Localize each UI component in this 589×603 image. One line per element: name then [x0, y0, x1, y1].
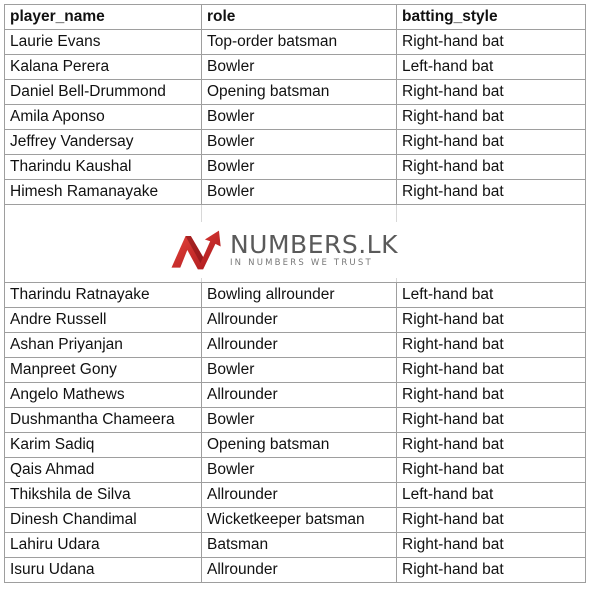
cell-role[interactable]: Bowler	[202, 358, 397, 383]
cell-player-name[interactable]: Tharindu Kaushal	[5, 155, 202, 180]
cell-player-name[interactable]: Jeffrey Vandersay	[5, 130, 202, 155]
cell-batting-style[interactable]: Right-hand bat	[397, 408, 586, 433]
empty-cell[interactable]	[397, 257, 586, 283]
empty-cell[interactable]	[397, 231, 586, 257]
cell-role[interactable]: Opening batsman	[202, 433, 397, 458]
cell-player-name[interactable]: Karim Sadiq	[5, 433, 202, 458]
cell-batting-style[interactable]: Right-hand bat	[397, 533, 586, 558]
cell-player-name[interactable]: Isuru Udana	[5, 558, 202, 583]
header-cell-batting-style[interactable]: batting_style	[397, 5, 586, 30]
cell-player-name[interactable]: Ashan Priyanjan	[5, 333, 202, 358]
cell-role[interactable]: Bowler	[202, 458, 397, 483]
table-row	[5, 408, 586, 433]
cell-batting-style[interactable]: Right-hand bat	[397, 30, 586, 55]
cell-player-name[interactable]: Thikshila de Silva	[5, 483, 202, 508]
table-row	[5, 358, 586, 383]
cell-batting-style[interactable]: Right-hand bat	[397, 130, 586, 155]
table-row	[5, 30, 586, 55]
cell-role[interactable]: Bowler	[202, 408, 397, 433]
cell-batting-style[interactable]: Right-hand bat	[397, 180, 586, 205]
cell-player-name[interactable]: Daniel Bell-Drummond	[5, 80, 202, 105]
cell-player-name[interactable]: Lahiru Udara	[5, 533, 202, 558]
table-row	[5, 558, 586, 583]
numbers-lk-logo-icon	[168, 222, 226, 278]
table-row	[5, 130, 586, 155]
cell-player-name[interactable]: Angelo Mathews	[5, 383, 202, 408]
cell-batting-style[interactable]: Right-hand bat	[397, 558, 586, 583]
cell-batting-style[interactable]: Left-hand bat	[397, 55, 586, 80]
players-table	[4, 4, 586, 583]
cell-player-name[interactable]: Himesh Ramanayake	[5, 180, 202, 205]
table-row	[5, 105, 586, 130]
cell-role[interactable]: Bowler	[202, 105, 397, 130]
cell-batting-style[interactable]: Right-hand bat	[397, 105, 586, 130]
cell-role[interactable]: Wicketkeeper batsman	[202, 508, 397, 533]
cell-player-name[interactable]: Kalana Perera	[5, 55, 202, 80]
cell-player-name[interactable]: Dushmantha Chameera	[5, 408, 202, 433]
table-row	[5, 308, 586, 333]
cell-role[interactable]: Allrounder	[202, 558, 397, 583]
table-row	[5, 333, 586, 358]
cell-batting-style[interactable]: Right-hand bat	[397, 80, 586, 105]
cell-batting-style[interactable]: Left-hand bat	[397, 483, 586, 508]
cell-player-name[interactable]: Tharindu Ratnayake	[5, 283, 202, 308]
cell-role[interactable]: Bowler	[202, 180, 397, 205]
table-row	[5, 55, 586, 80]
header-cell-role[interactable]: role	[202, 5, 397, 30]
cell-player-name[interactable]: Andre Russell	[5, 308, 202, 333]
cell-batting-style[interactable]: Right-hand bat	[397, 333, 586, 358]
cell-role[interactable]: Allrounder	[202, 483, 397, 508]
table-row	[5, 508, 586, 533]
cell-role[interactable]: Allrounder	[202, 333, 397, 358]
cell-role[interactable]: Bowler	[202, 130, 397, 155]
table-row	[5, 458, 586, 483]
cell-role[interactable]: Allrounder	[202, 308, 397, 333]
logo-name: NUMBERS.LK	[229, 230, 398, 259]
numbers-lk-watermark	[168, 222, 398, 278]
cell-batting-style[interactable]: Right-hand bat	[397, 358, 586, 383]
cell-batting-style[interactable]: Right-hand bat	[397, 383, 586, 408]
cell-batting-style[interactable]: Right-hand bat	[397, 508, 586, 533]
table-row	[5, 433, 586, 458]
cell-batting-style[interactable]: Right-hand bat	[397, 155, 586, 180]
cell-player-name[interactable]: Qais Ahmad	[5, 458, 202, 483]
cell-batting-style[interactable]: Right-hand bat	[397, 433, 586, 458]
table-row	[5, 155, 586, 180]
cell-player-name[interactable]: Amila Aponso	[5, 105, 202, 130]
cell-role[interactable]: Opening batsman	[202, 80, 397, 105]
cell-role[interactable]: Top-order batsman	[202, 30, 397, 55]
cell-batting-style[interactable]: Right-hand bat	[397, 308, 586, 333]
cell-player-name[interactable]: Dinesh Chandimal	[5, 508, 202, 533]
table-row	[5, 180, 586, 205]
cell-player-name[interactable]: Manpreet Gony	[5, 358, 202, 383]
header-cell-player-name[interactable]: player_name	[5, 5, 202, 30]
cell-role[interactable]: Bowling allrounder	[202, 283, 397, 308]
cell-role[interactable]: Allrounder	[202, 383, 397, 408]
cell-role[interactable]: Bowler	[202, 155, 397, 180]
header-row	[5, 5, 586, 30]
cell-role[interactable]: Batsman	[202, 533, 397, 558]
logo-tagline: IN NUMBERS WE TRUST	[229, 258, 373, 268]
table-row	[5, 383, 586, 408]
empty-cell[interactable]	[397, 205, 586, 231]
cell-player-name[interactable]: Laurie Evans	[5, 30, 202, 55]
cell-batting-style[interactable]: Left-hand bat	[397, 283, 586, 308]
table-row	[5, 533, 586, 558]
table-row	[5, 483, 586, 508]
table-row	[5, 80, 586, 105]
cell-role[interactable]: Bowler	[202, 55, 397, 80]
cell-batting-style[interactable]: Right-hand bat	[397, 458, 586, 483]
table-row	[5, 283, 586, 308]
